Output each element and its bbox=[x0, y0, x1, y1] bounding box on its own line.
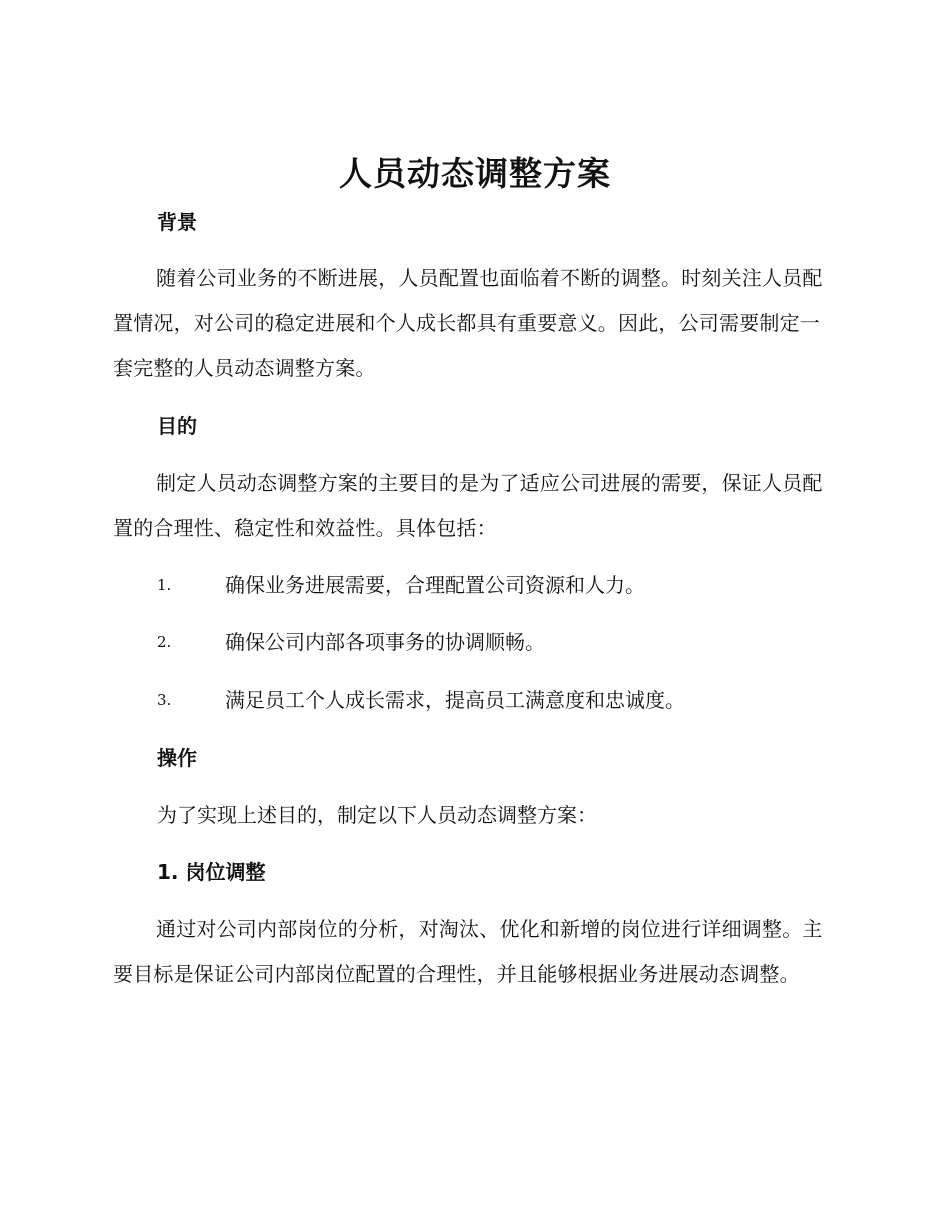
list-item-text: 满足员工个人成长需求，提高员工满意度和忠诚度。 bbox=[225, 688, 685, 712]
list-item-text: 确保业务进展需要，合理配置公司资源和人力。 bbox=[225, 573, 645, 597]
position-adjustment-paragraph: 通过对公司内部岗位的分析，对淘汰、优化和新增的岗位进行详细调整。主要目标是保证公司内部岗位配置的合理性，并且能够根据业务进展动态调整。 bbox=[113, 917, 823, 986]
list-item bbox=[157, 570, 857, 600]
background-paragraph: 随着公司业务的不断进展，人员配置也面临着不断的调整。时刻关注人员配置情况，对公司的稳定进展和个人成长都具有重要意义。因此，公司需要制定一套完整的人员动态调整方案。 bbox=[113, 266, 823, 380]
subsection-heading-position-adjustment: 1. 岗位调整 bbox=[157, 860, 266, 884]
list-item bbox=[157, 685, 857, 715]
operation-intro: 为了实现上述目的，制定以下人员动态调整方案： bbox=[157, 803, 597, 827]
section-heading-background: 背景 bbox=[157, 210, 197, 234]
list-item-text: 确保公司内部各项事务的协调顺畅。 bbox=[225, 630, 545, 654]
document-title: 人员动态调整方案 bbox=[339, 154, 611, 193]
list-item-number: 1. bbox=[157, 576, 172, 594]
list-item bbox=[157, 627, 857, 657]
purpose-paragraph: 制定人员动态调整方案的主要目的是为了适应公司进展的需要，保证人员配置的合理性、稳定性和效益性。具体包括： bbox=[113, 471, 823, 540]
list-item-number: 2. bbox=[157, 633, 172, 651]
section-heading-operation: 操作 bbox=[157, 746, 197, 770]
list-item-number: 3. bbox=[157, 691, 172, 709]
section-heading-purpose: 目的 bbox=[157, 414, 197, 438]
